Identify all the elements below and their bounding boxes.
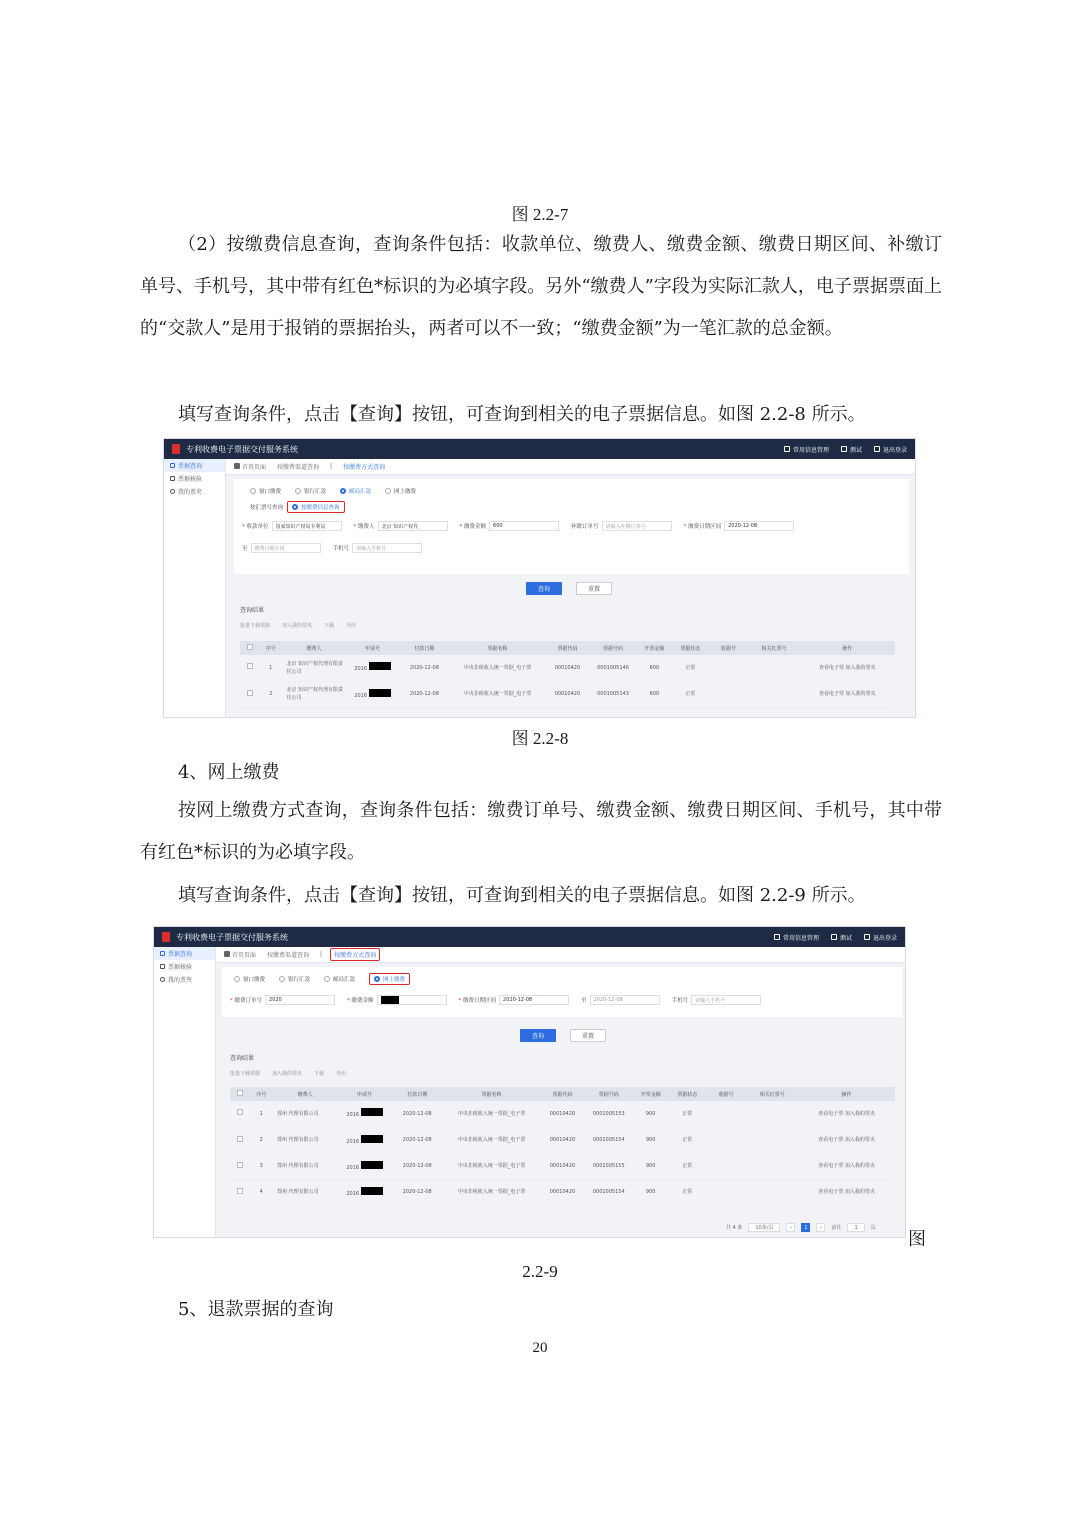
query-panel xyxy=(234,479,909,574)
list-icon xyxy=(170,463,175,468)
table-cell: 中央非税收入统一票据_电子票 xyxy=(450,681,545,707)
page-1-button[interactable]: 1 xyxy=(801,1223,810,1232)
row-actions[interactable]: 查看电子票 加入我的票夹 xyxy=(798,1127,895,1153)
figure-caption-2-2-9: 2.2-9 xyxy=(522,1262,558,1281)
table-cell: 正常 xyxy=(669,1179,706,1205)
check-icon xyxy=(160,964,165,969)
s1-field-1 xyxy=(354,521,448,531)
sidebar-item-ticket-verify[interactable]: 票据核验 xyxy=(164,472,225,485)
column-header: 票据代码 xyxy=(545,641,590,655)
radio-online[interactable]: 网上缴费 xyxy=(369,973,410,985)
channel-radio-group xyxy=(250,487,426,495)
field-input[interactable]: 2020 xyxy=(265,995,335,1005)
sidebar-item-my-folder[interactable]: 我的票夹 xyxy=(164,485,225,498)
table-cell: 900 xyxy=(632,1179,669,1205)
goto-page-input[interactable]: 1 xyxy=(847,1223,864,1232)
query-panel xyxy=(222,967,902,1017)
table-cell: 0001005143 xyxy=(590,681,637,707)
home-icon xyxy=(234,463,240,469)
table-cell: 2016 xyxy=(346,655,399,681)
common-info-link[interactable]: 常用信息管理 xyxy=(784,445,829,454)
app-title: 专利收费电子票据交付服务系统 xyxy=(186,444,298,454)
field-input[interactable]: 600 xyxy=(489,521,559,531)
table-cell: 2 xyxy=(259,681,282,707)
table-cell: 中央非税收入统一票据_电子票 xyxy=(443,1127,540,1153)
table-cell xyxy=(746,1153,798,1179)
table-cell: 0001005146 xyxy=(590,655,637,681)
field-label: * 缴费人 xyxy=(353,524,375,530)
s2-field-2 xyxy=(459,995,570,1005)
table-cell: 00010420 xyxy=(540,1127,585,1153)
table-cell: 600 xyxy=(636,681,672,707)
table-cell[interactable] xyxy=(230,1101,249,1127)
query-mode-row xyxy=(250,501,355,513)
column-header: 票据号码 xyxy=(585,1087,632,1101)
column-header: 票据名称 xyxy=(450,641,545,655)
field-label: * 缴费日期区间 xyxy=(683,524,722,530)
table-cell: 郑州 代理有限公司 xyxy=(273,1127,338,1153)
tab-bar: 首页页面 按缴费渠道查询 | 按缴费方式查询 xyxy=(226,459,915,475)
query-button[interactable]: 查询 xyxy=(520,1029,556,1042)
page-number: 20 xyxy=(532,1340,548,1356)
redaction-bar xyxy=(369,689,391,697)
redaction-bar xyxy=(381,996,399,1004)
next-page-button[interactable]: › xyxy=(816,1223,825,1232)
table-cell xyxy=(706,1127,747,1153)
logout-link[interactable]: 退出登录 xyxy=(874,445,907,454)
edit-icon xyxy=(784,446,790,452)
radio-post[interactable]: 邮局汇款 xyxy=(324,975,355,983)
sidebar xyxy=(164,459,226,717)
field-label: 补缴订单号 xyxy=(571,524,599,530)
radio-window[interactable]: 窗口缴费 xyxy=(250,487,281,495)
tab-by-channel[interactable]: 按缴费渠道查询 xyxy=(267,952,310,959)
radio-icon xyxy=(385,488,391,494)
table-cell: 00010420 xyxy=(540,1179,585,1205)
reset-button[interactable]: 重置 xyxy=(570,1029,606,1042)
table-cell: 2016 xyxy=(338,1179,392,1205)
table-cell: 2016 xyxy=(338,1101,392,1127)
row-checkbox[interactable] xyxy=(237,1162,243,1168)
tab-home[interactable]: 首页页面 xyxy=(234,462,266,471)
s1-field-0 xyxy=(242,521,342,531)
field-label: 手机号 xyxy=(332,546,350,552)
redaction-bar xyxy=(361,1108,383,1116)
table-cell: 郑州 代理有限公司 xyxy=(273,1153,338,1179)
row-actions[interactable]: 查看电子票 加入我的票夹 xyxy=(799,655,895,681)
tab-home[interactable]: 首页页面 xyxy=(224,950,256,959)
radio-icon xyxy=(324,976,330,982)
user-link[interactable]: 测试 xyxy=(841,445,862,454)
field-input[interactable]: 国家知识产权局专利局 xyxy=(272,521,342,531)
reset-button[interactable]: 重置 xyxy=(576,582,612,595)
field-input[interactable]: 缴费日期区间 xyxy=(251,543,321,553)
table-cell: 900 xyxy=(632,1153,669,1179)
table-cell: 0001005153 xyxy=(585,1101,632,1127)
s2-field-1 xyxy=(347,995,447,1005)
row-checkbox[interactable] xyxy=(247,663,253,669)
table-cell: 中央非税收入统一票据_电子票 xyxy=(443,1179,540,1205)
user-icon xyxy=(831,934,837,940)
table-cell xyxy=(706,1101,747,1127)
edit-icon xyxy=(774,934,780,940)
add-folder-button[interactable]: 加入我的票夹 xyxy=(272,1071,303,1077)
row-checkbox[interactable] xyxy=(237,1188,243,1194)
figure-caption-2-2-8: 图 2.2-8 xyxy=(511,729,569,748)
page-size-select[interactable]: 10条/页 xyxy=(748,1223,780,1232)
table-cell xyxy=(706,1179,747,1205)
column-header: 开票金额 xyxy=(632,1087,669,1101)
field-label: * 缴费订单号 xyxy=(230,998,263,1004)
table-cell: 2020-12-08 xyxy=(391,1179,443,1205)
table-cell xyxy=(749,681,800,707)
query-fields-row2 xyxy=(242,543,430,553)
radio-bank[interactable]: 银行汇款 xyxy=(279,975,310,983)
field-label: 至 xyxy=(242,546,248,552)
column-header: 付款日期 xyxy=(399,641,450,655)
table-cell: 正常 xyxy=(672,655,708,681)
table-cell: 正常 xyxy=(672,681,708,707)
column-header: 缴费人 xyxy=(273,1087,338,1101)
paragraph-fill-query-229: 填写查询条件，点击【查询】按钮，可查询到相关的电子票据信息。如图 2.2-9 所示。 xyxy=(178,885,866,906)
row-checkbox[interactable] xyxy=(237,1136,243,1142)
redaction-bar xyxy=(361,1161,383,1169)
radio-icon xyxy=(279,976,285,982)
paragraph-online-query: 按网上缴费方式查询，查询条件包括：缴费订单号、缴费金额、缴费日期区间、手机号，其中带有红色*标识的为必填字段。 xyxy=(140,800,942,863)
figure-caption-2-2-7: 图 2.2-7 xyxy=(511,205,569,224)
column-header: 序号 xyxy=(249,1087,273,1101)
column-header: 票据状态 xyxy=(672,641,708,655)
table-cell: 正常 xyxy=(669,1101,706,1127)
search-icon xyxy=(170,489,175,494)
radio-bank[interactable]: 银行汇款 xyxy=(295,487,326,495)
table-cell: 3 xyxy=(249,1153,273,1179)
pagination xyxy=(726,1223,876,1232)
query-fields-row xyxy=(230,995,769,1005)
list-icon xyxy=(160,951,165,956)
select-all-checkbox[interactable] xyxy=(237,1090,243,1096)
paragraph-payment-info-query: （2）按缴费信息查询，查询条件包括：收款单位、缴费人、缴费金额、缴费日期区间、补缴订单号、手机号，其中带有红色*标识的为必填字段。另外“缴费人”字段为实际汇款人，电子票据票面上的“交款人”是用于报销的票据抬头，两者可以不一致；“缴费金额”为一笔汇款的总金额。 xyxy=(140,234,942,339)
table-cell: 900 xyxy=(632,1101,669,1127)
table-cell: 00010420 xyxy=(540,1101,585,1127)
batch-download-button[interactable]: 批量下载票据 xyxy=(240,623,271,629)
table-row xyxy=(230,1127,895,1153)
result-toolbar xyxy=(230,1070,346,1077)
row-actions[interactable]: 查看电子票 加入我的票夹 xyxy=(798,1179,895,1205)
heading-online-payment: 4、网上缴费 xyxy=(178,762,280,783)
table-cell[interactable] xyxy=(230,1127,249,1153)
table-cell: 郑州 代理有限公司 xyxy=(273,1101,338,1127)
column-header: 收据号 xyxy=(708,641,748,655)
column-header: 票据名称 xyxy=(443,1087,540,1101)
goto-label: 前往 xyxy=(831,1225,842,1231)
radio-icon xyxy=(295,488,301,494)
field-input[interactable]: 北京 知识产权代 xyxy=(378,521,448,531)
paragraph-fill-query-228: 填写查询条件，点击【查询】按钮，可查询到相关的电子票据信息。如图 2.2-8 所示。 xyxy=(178,404,866,425)
table-cell: 00010420 xyxy=(545,655,590,681)
pager-total: 共 4 条 xyxy=(726,1225,743,1231)
table-cell: 中央非税收入统一票据_电子票 xyxy=(450,655,545,681)
sidebar-item-my-folder[interactable]: 我的票夹 xyxy=(154,973,215,986)
field-input[interactable]: 2020-12-08 xyxy=(590,995,660,1005)
user-icon xyxy=(841,446,847,452)
table-cell: 4 xyxy=(249,1179,273,1205)
logout-icon xyxy=(874,446,880,452)
app-logo-icon xyxy=(162,932,170,942)
field-label: * 收款单位 xyxy=(242,524,269,530)
s2-field-0 xyxy=(230,995,335,1005)
table-cell: 2020-12-08 xyxy=(391,1127,443,1153)
table-cell: 0001005154 xyxy=(585,1127,632,1153)
tab-by-method[interactable]: 按缴费方式查询 xyxy=(330,948,380,961)
s1r2-field-0 xyxy=(242,543,321,553)
column-header: 开票金额 xyxy=(636,641,672,655)
row-actions[interactable]: 查看电子票 加入我的票夹 xyxy=(798,1153,895,1179)
export-button[interactable]: 导出 xyxy=(346,623,357,629)
app-topbar xyxy=(154,927,905,947)
column-header: 序号 xyxy=(259,641,282,655)
table-cell: 2 xyxy=(249,1127,273,1153)
s1-field-3 xyxy=(571,521,672,531)
sidebar-item-ticket-query[interactable]: 票据查询 xyxy=(154,947,215,960)
s2-field-4 xyxy=(672,995,762,1005)
export-button[interactable]: 导出 xyxy=(336,1071,347,1077)
row-checkbox[interactable] xyxy=(247,690,253,696)
field-input[interactable]: 2020-12-08 xyxy=(724,521,794,531)
radio-icon xyxy=(234,976,240,982)
home-icon xyxy=(224,951,230,957)
table-cell: 北京 知识产权代理有限责任公司 xyxy=(282,681,346,707)
field-input[interactable] xyxy=(377,995,447,1005)
results-table xyxy=(240,641,895,708)
table-cell: 正常 xyxy=(669,1153,706,1179)
screenshot-figure-2-2-8 xyxy=(163,438,916,718)
table-row xyxy=(230,1101,895,1127)
table-cell xyxy=(746,1101,798,1127)
prev-page-button[interactable]: ‹ xyxy=(786,1223,795,1232)
redaction-bar xyxy=(369,662,391,670)
table-cell: 中央非税收入统一票据_电子票 xyxy=(443,1153,540,1179)
app-topbar xyxy=(164,439,915,459)
result-title: 查询结果 xyxy=(230,1055,255,1062)
table-cell: 正常 xyxy=(669,1127,706,1153)
table-row xyxy=(230,1179,895,1205)
query-button[interactable]: 查询 xyxy=(526,582,562,595)
add-folder-button[interactable]: 加入我的票夹 xyxy=(282,623,313,629)
column-header: 操作 xyxy=(798,1087,895,1101)
search-icon xyxy=(160,977,165,982)
field-label: 手机号 xyxy=(671,998,689,1004)
sidebar-item-ticket-verify[interactable]: 票据核验 xyxy=(154,960,215,973)
field-input[interactable]: 请输入手机号 xyxy=(691,995,761,1005)
field-label: * 缴费日期区间 xyxy=(458,998,497,1004)
s1r2-field-1 xyxy=(333,543,423,553)
column-header: 申请号 xyxy=(338,1087,392,1101)
radio-checked-icon xyxy=(374,976,380,982)
s1-field-4 xyxy=(684,521,795,531)
column-header: 操作 xyxy=(799,641,895,655)
field-label: * 缴费金额 xyxy=(347,998,374,1004)
s2-field-3 xyxy=(581,995,660,1005)
table-cell xyxy=(746,1127,798,1153)
row-checkbox[interactable] xyxy=(237,1109,243,1115)
column-header: 收据号 xyxy=(706,1087,747,1101)
query-fields-row1 xyxy=(242,521,802,531)
table-cell: 2020-12-08 xyxy=(399,681,450,707)
results-table xyxy=(230,1087,895,1206)
table-cell: 00010420 xyxy=(545,681,590,707)
table-row xyxy=(240,681,895,707)
table-cell: 2020-12-08 xyxy=(391,1153,443,1179)
s1-field-2 xyxy=(460,521,560,531)
field-input[interactable]: 请输入手机号 xyxy=(352,543,422,553)
field-input[interactable]: 2020-12-08 xyxy=(499,995,569,1005)
redaction-bar xyxy=(361,1135,383,1143)
table-cell[interactable] xyxy=(230,1153,249,1179)
sidebar-item-ticket-query[interactable]: 票据查询 xyxy=(164,459,225,472)
table-cell: 1 xyxy=(249,1101,273,1127)
figure-caption-2-2-9-head: 图 xyxy=(908,1229,926,1250)
tab-by-channel[interactable]: 按缴费渠道查询 xyxy=(277,464,320,471)
sidebar xyxy=(154,947,216,1237)
table-cell: 北京 知识产权代理有限责任公司 xyxy=(282,655,346,681)
table-cell: 郑州 代理有限公司 xyxy=(273,1179,338,1205)
table-cell: 600 xyxy=(636,655,672,681)
table-cell: 2016 xyxy=(338,1153,392,1179)
logout-icon xyxy=(864,934,870,940)
column-header: 票据状态 xyxy=(669,1087,706,1101)
table-cell: 2020-12-08 xyxy=(391,1101,443,1127)
logout-link[interactable]: 退出登录 xyxy=(864,933,897,942)
table-cell: 0001005154 xyxy=(585,1179,632,1205)
row-actions[interactable]: 查看电子票 加入我的票夹 xyxy=(799,681,895,707)
check-icon xyxy=(170,476,175,481)
field-label: * 缴费金额 xyxy=(459,524,487,530)
common-info-link[interactable]: 常用信息管理 xyxy=(774,933,819,942)
radio-online[interactable]: 网上缴费 xyxy=(385,487,416,495)
column-header: 票据号码 xyxy=(590,641,637,655)
user-link[interactable]: 测试 xyxy=(831,933,852,942)
table-cell xyxy=(706,1153,747,1179)
radio-checked-icon xyxy=(292,504,298,510)
table-cell: 0001005155 xyxy=(585,1153,632,1179)
batch-download-button[interactable]: 批量下载票据 xyxy=(230,1071,261,1077)
table-cell: 1 xyxy=(259,655,282,681)
table-cell xyxy=(708,681,748,707)
remit-query-label: 按汇票号查询 xyxy=(250,505,284,511)
tab-bar: 首页页面 按缴费渠道查询 | 按缴费方式查询 xyxy=(216,947,905,963)
table-cell: 2020-12-08 xyxy=(399,655,450,681)
table-cell xyxy=(708,655,748,681)
row-actions[interactable]: 查看电子票 加入我的票夹 xyxy=(798,1101,895,1127)
column-header: 缴费人 xyxy=(282,641,346,655)
column-header: 票据代码 xyxy=(540,1087,585,1101)
table-cell: 900 xyxy=(632,1127,669,1153)
channel-radio-group xyxy=(234,973,420,985)
screenshot-figure-2-2-9 xyxy=(153,926,906,1238)
table-cell[interactable] xyxy=(240,655,259,681)
radio-post[interactable]: 邮局汇款 xyxy=(340,487,371,495)
table-cell: 2016 xyxy=(346,681,399,707)
app-logo-icon xyxy=(172,444,180,454)
select-all-checkbox[interactable] xyxy=(247,644,253,650)
table-cell[interactable] xyxy=(240,681,259,707)
radio-window[interactable]: 窗口缴费 xyxy=(234,975,265,983)
column-header: 申请号 xyxy=(346,641,399,655)
heading-refund-query: 5、退款票据的查询 xyxy=(178,1299,334,1320)
table-cell: 中央非税收入统一票据_电子票 xyxy=(443,1101,540,1127)
table-cell xyxy=(749,655,800,681)
result-title: 查询结果 xyxy=(240,607,265,614)
table-row xyxy=(230,1153,895,1179)
download-button[interactable]: 下载 xyxy=(324,623,335,629)
radio-checked-icon xyxy=(340,488,346,494)
download-button[interactable]: 下载 xyxy=(314,1071,325,1077)
table-cell xyxy=(746,1179,798,1205)
redaction-bar xyxy=(361,1187,383,1195)
page-unit-label: 页 xyxy=(870,1225,876,1231)
radio-icon xyxy=(250,488,256,494)
app-title: 专利收费电子票据交付服务系统 xyxy=(176,932,288,942)
tab-by-method[interactable]: 按缴费方式查询 xyxy=(343,464,386,471)
table-row xyxy=(240,655,895,681)
field-input[interactable]: 请输入补缴订单号 xyxy=(602,521,672,531)
field-label: 至 xyxy=(581,998,587,1004)
radio-payment-info[interactable]: 按缴费信息查询 xyxy=(287,501,345,513)
table-cell: 2016 xyxy=(338,1127,392,1153)
column-header: 相关红票号 xyxy=(749,641,800,655)
result-toolbar xyxy=(240,622,356,629)
table-cell[interactable] xyxy=(230,1179,249,1205)
table-cell: 00010420 xyxy=(540,1153,585,1179)
column-header: 相关红票号 xyxy=(746,1087,798,1101)
column-header: 付款日期 xyxy=(391,1087,443,1101)
